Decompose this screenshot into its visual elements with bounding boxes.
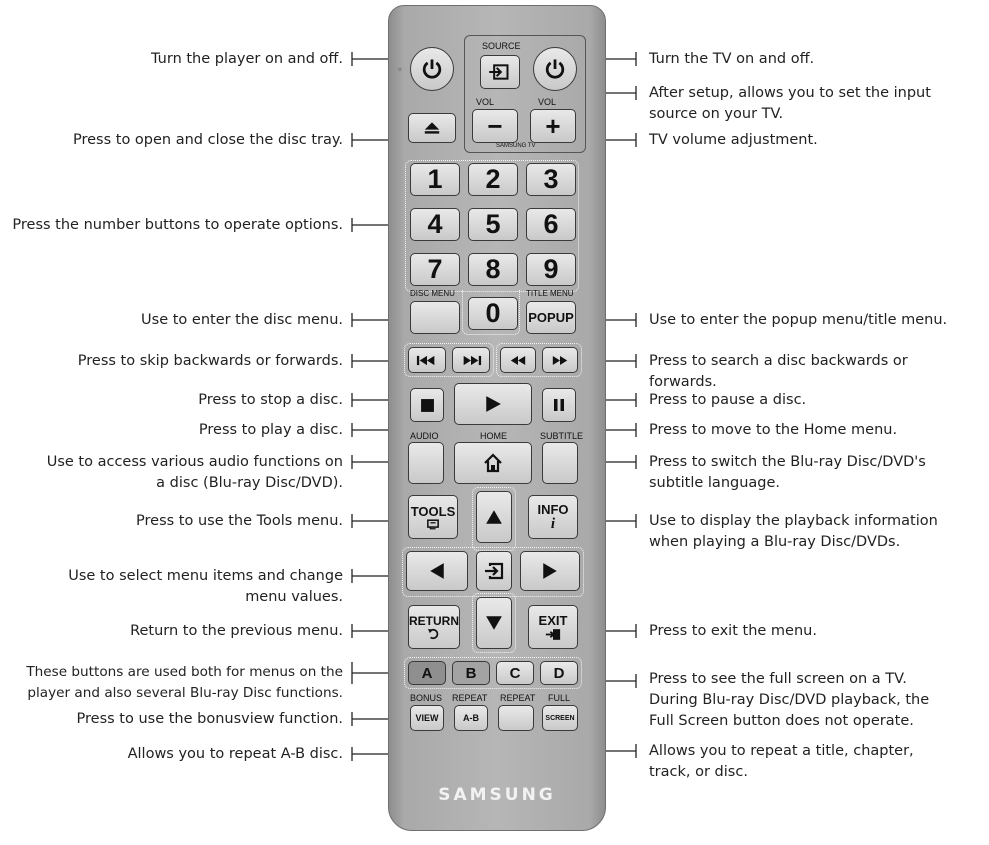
number-9-button[interactable]: 9 bbox=[526, 253, 576, 286]
label-skip: Press to skip backwards or forwards. bbox=[77, 353, 343, 369]
volume-up-button[interactable]: + bbox=[530, 109, 576, 143]
label-search-line2: forwards. bbox=[649, 374, 717, 390]
power-icon bbox=[419, 56, 445, 82]
home-icon bbox=[483, 453, 503, 473]
right-arrow-button[interactable] bbox=[520, 551, 580, 591]
down-arrow-button[interactable] bbox=[476, 597, 512, 649]
samsung-tv-label: SAMSUNG TV bbox=[496, 143, 536, 149]
info-icon: i bbox=[550, 516, 556, 532]
return-icon bbox=[427, 628, 441, 640]
label-return: Return to the previous menu. bbox=[130, 623, 343, 639]
label-source-line1: After setup, allows you to set the input bbox=[649, 85, 931, 101]
stop-button[interactable] bbox=[410, 388, 444, 422]
label-eject: Press to open and close the disc tray. bbox=[72, 132, 343, 148]
label-play: Press to play a disc. bbox=[198, 422, 343, 438]
disc-menu-label: DISC MENU bbox=[410, 289, 455, 298]
power-led: ○ bbox=[398, 67, 402, 73]
label-navigation-line2: menu values. bbox=[245, 589, 343, 605]
a-button[interactable]: A bbox=[408, 661, 446, 685]
label-subtitle-line2: subtitle language. bbox=[649, 475, 781, 491]
source-label: SOURCE bbox=[482, 41, 521, 51]
fast-forward-icon bbox=[551, 355, 569, 366]
number-8-button[interactable]: 8 bbox=[468, 253, 518, 286]
label-abcd-line2: player and also several Blu-ray Disc functions. bbox=[27, 685, 343, 701]
skip-back-icon bbox=[416, 355, 438, 366]
number-6-button[interactable]: 6 bbox=[526, 208, 576, 241]
label-info-line2: when playing a Blu-ray Disc/DVDs. bbox=[649, 534, 901, 550]
eject-icon bbox=[424, 121, 440, 135]
label-full-screen-line1: Press to see the full screen on a TV. bbox=[649, 671, 907, 687]
skip-back-button[interactable] bbox=[408, 347, 446, 373]
c-button[interactable]: C bbox=[496, 661, 534, 685]
eject-button[interactable] bbox=[408, 113, 456, 143]
label-audio-line2: a disc (Blu-ray Disc/DVD). bbox=[156, 475, 343, 491]
label-full-screen-line2: During Blu-ray Disc/DVD playback, the bbox=[649, 692, 930, 708]
repeat-label: REPEAT bbox=[500, 693, 536, 703]
b-button[interactable]: B bbox=[452, 661, 490, 685]
return-button[interactable] bbox=[408, 605, 460, 649]
arrow-down-icon bbox=[485, 615, 503, 631]
label-abcd-line1: These buttons are used both for menus on the bbox=[26, 664, 343, 680]
enter-icon bbox=[484, 562, 504, 580]
label-info-line1: Use to display the playback information bbox=[649, 513, 938, 529]
label-audio-line1: Use to access various audio functions on bbox=[46, 454, 343, 470]
number-7-button[interactable]: 7 bbox=[410, 253, 460, 286]
stop-icon bbox=[420, 398, 435, 413]
label-bonus: Press to use the bonusview function. bbox=[76, 711, 343, 727]
audio-label: AUDIO bbox=[410, 431, 439, 441]
d-button[interactable]: D bbox=[540, 661, 578, 685]
bonus-label: BONUS bbox=[410, 693, 443, 703]
subtitle-button[interactable] bbox=[542, 442, 578, 484]
exit-icon bbox=[545, 628, 561, 641]
disc-menu-button[interactable] bbox=[410, 301, 460, 334]
label-volume: TV volume adjustment. bbox=[649, 132, 818, 148]
label-repeat-line2: track, or disc. bbox=[649, 764, 748, 780]
home-label: HOME bbox=[480, 431, 507, 441]
tv-power-button[interactable] bbox=[533, 47, 577, 91]
skip-forward-icon bbox=[460, 355, 482, 366]
number-5-button[interactable]: 5 bbox=[468, 208, 518, 241]
play-icon bbox=[484, 395, 502, 413]
repeat-ab-label: REPEAT bbox=[452, 693, 488, 703]
vol-label-left: VOL bbox=[476, 97, 495, 107]
home-button[interactable] bbox=[454, 442, 532, 484]
arrow-up-icon bbox=[485, 509, 503, 525]
title-menu-label: TITLE MENU bbox=[526, 289, 574, 298]
remote-control bbox=[388, 5, 606, 831]
tv-power-icon bbox=[542, 56, 568, 82]
label-exit: Press to exit the menu. bbox=[649, 623, 817, 639]
number-2-button[interactable]: 2 bbox=[468, 163, 518, 196]
source-button[interactable] bbox=[480, 55, 520, 89]
label-stop: Press to stop a disc. bbox=[198, 392, 343, 408]
up-arrow-button[interactable] bbox=[476, 491, 512, 543]
search-forward-button[interactable] bbox=[542, 347, 578, 373]
exit-label: EXIT bbox=[538, 612, 568, 628]
audio-button[interactable] bbox=[408, 442, 444, 484]
tools-button[interactable] bbox=[408, 495, 458, 539]
label-numbers: Press the number buttons to operate options. bbox=[12, 217, 343, 233]
samsung-logo: SAMSUNG bbox=[438, 785, 556, 805]
rewind-icon bbox=[509, 355, 527, 366]
source-icon bbox=[487, 62, 513, 82]
label-repeat-ab: Allows you to repeat A-B disc. bbox=[127, 746, 343, 762]
pause-button[interactable] bbox=[542, 388, 576, 422]
label-search-line1: Press to search a disc backwards or bbox=[649, 353, 908, 369]
label-home: Press to move to the Home menu. bbox=[649, 422, 898, 438]
info-label: INFO bbox=[537, 502, 569, 517]
bonusview-button[interactable]: VIEW bbox=[410, 705, 444, 731]
skip-forward-button[interactable] bbox=[452, 347, 490, 373]
number-1-button[interactable]: 1 bbox=[410, 163, 460, 196]
exit-button[interactable] bbox=[528, 605, 578, 649]
return-label: RETURN bbox=[409, 614, 459, 628]
player-power-button[interactable] bbox=[410, 47, 454, 91]
label-subtitle-line1: Press to switch the Blu-ray Disc/DVD's bbox=[649, 454, 926, 470]
full-label: FULL bbox=[548, 693, 571, 703]
search-back-button[interactable] bbox=[500, 347, 536, 373]
label-power-player: Turn the player on and off. bbox=[151, 51, 343, 67]
popup-button[interactable]: POPUP bbox=[526, 301, 576, 334]
full-screen-button[interactable]: SCREEN bbox=[542, 705, 578, 731]
arrow-left-icon bbox=[429, 562, 445, 580]
arrow-right-icon bbox=[542, 562, 558, 580]
tools-icon bbox=[427, 519, 439, 530]
label-pause: Press to pause a disc. bbox=[649, 392, 807, 408]
number-4-button[interactable]: 4 bbox=[410, 208, 460, 241]
label-tools: Press to use the Tools menu. bbox=[136, 513, 343, 529]
repeat-ab-button[interactable]: A-B bbox=[454, 705, 488, 731]
label-repeat-line1: Allows you to repeat a title, chapter, bbox=[649, 743, 914, 759]
label-source-line2: source on your TV. bbox=[649, 106, 784, 122]
label-navigation-line1: Use to select menu items and change bbox=[68, 568, 343, 584]
pause-icon bbox=[552, 398, 566, 412]
subtitle-label: SUBTITLE bbox=[540, 431, 584, 441]
label-disc-menu: Use to enter the disc menu. bbox=[141, 312, 343, 328]
label-popup: Use to enter the popup menu/title menu. bbox=[649, 312, 948, 328]
info-button[interactable] bbox=[528, 495, 578, 539]
number-3-button[interactable]: 3 bbox=[526, 163, 576, 196]
volume-down-button[interactable]: − bbox=[472, 109, 518, 143]
left-arrow-button[interactable] bbox=[406, 551, 468, 591]
number-0-button[interactable]: 0 bbox=[468, 297, 518, 330]
vol-label-right: VOL bbox=[538, 97, 557, 107]
label-full-screen-line3: Full Screen button does not operate. bbox=[649, 713, 914, 729]
label-power-tv: Turn the TV on and off. bbox=[649, 51, 815, 67]
enter-button[interactable] bbox=[476, 551, 512, 591]
repeat-button[interactable] bbox=[498, 705, 534, 731]
tools-label: TOOLS bbox=[410, 503, 456, 519]
play-button[interactable] bbox=[454, 383, 532, 425]
